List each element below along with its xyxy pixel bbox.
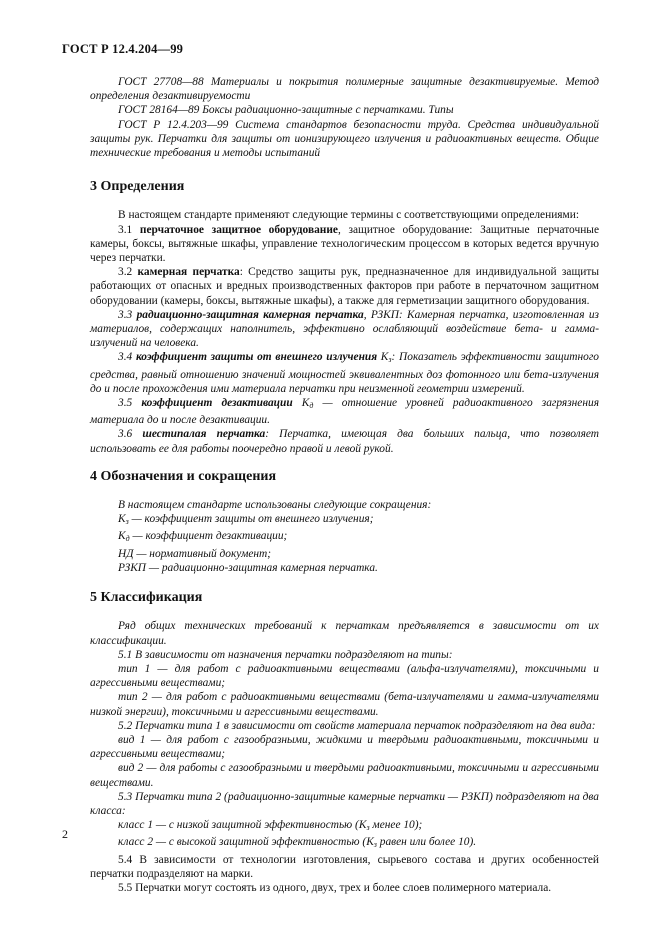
abbreviation-item: $K_д$ — коэффициент дезактивации; <box>118 530 288 544</box>
definition-3-3: 3.3 радиационно-защитная камерная перчатка, РЗКП: Камерная перчатка, изготовленная из материалов, содержащих наполнитель, эффективно ослабляющий воздействие бета- и гамма-излучений на человека. <box>90 308 599 350</box>
classification-paragraph: класс 2 — с высокой защитной эффективностью ($K_з$ равен или более 10). <box>118 836 477 850</box>
abbreviation-item: РЗКП — радиационно-защитная камерная перчатка. <box>118 561 378 574</box>
classification-paragraph: тип 1 — для работ с радиоактивными веществами (альфа-излучателями), токсичными и агрессивными веществами; <box>90 662 599 690</box>
page-content <box>90 75 599 895</box>
definition-3-5: 3.5 коэффициент дезактивации $K_д$ — отношение уровней радиоактивного загрязнения материала до и после дезактивации. <box>90 397 599 427</box>
reference-title: Боксы радиационно-защитные с перчатками. Типы <box>199 104 454 117</box>
definition-term: камерная перчатка <box>137 266 240 279</box>
section-intro: В настоящем стандарте применяют следующие термины с соответствующими определениями: <box>118 209 580 222</box>
reference-code: ГОСТ 28164—89 <box>118 104 200 117</box>
definition-term: коэффициент дезактивации <box>141 397 293 410</box>
classification-paragraph: 5.2 Перчатки типа 1 в зависимости от свойств материала перчаток подразделяют на два вида: <box>118 719 596 732</box>
definition-3-2: 3.2 камерная перчатка: Средство защиты рук, предназначенное для индивидуальной защиты работающих от опасных и вредных производственных факторов при работе в перчаточном защитном оборудовании (камеры, боксы, вытяжные шкафы), а также для герметизации защитного оборудования. <box>90 266 599 307</box>
reference-item <box>90 75 599 103</box>
classification-paragraph: 5.3 Перчатки типа 2 (радиационно-защитные камерные перчатки — РЗКП) подразделяют на два класса: <box>90 790 599 817</box>
reference-item <box>90 103 599 117</box>
classification-paragraph: класс 1 — с низкой защитной эффективностью ($K_з$ менее 10); <box>118 819 423 833</box>
definition-term: шестипалая перчатка <box>142 428 266 441</box>
reference-title: Материалы и покрытия полимерные защитные дезактивируемые. Метод определения дезактивируемости <box>90 76 599 103</box>
definition-term: радиационно-защитная камерная перчатка <box>136 308 364 321</box>
reference-title: Система стандартов безопасности труда. Средства индивидуальной защиты рук. Перчатки для защиты от ионизирующего излучения и радиоактивных веществ. Общие технические требования и методы испытаний <box>90 118 599 160</box>
classification-paragraph: 5.4 В зависимости от технологии изготовления, сырьевого состава и других особенностей перчатки подразделяют на марки. <box>90 853 599 880</box>
section-intro: В настоящем стандарте использованы следующие сокращения: <box>118 499 432 512</box>
definition-term: коэффициент защиты от внешнего излучения <box>135 351 378 364</box>
classification-paragraph: вид 2 — для работы с газообразными и твердыми радиоактивными, токсичными и агрессивными веществами. <box>90 762 599 789</box>
reference-item <box>90 118 599 161</box>
reference-code: ГОСТ Р 12.4.203—99 <box>118 118 229 131</box>
classification-paragraph: 5.1 В зависимости от назначения перчатки подразделяют на типы: <box>118 648 453 661</box>
definition-3-4: 3.4 коэффициент защиты от внешнего излучения $K_з$: Показатель эффективности защитного средства, равный отношению значений мощностей эквивалентных доз фотонного или бета-излучения до и после прохождения ими материала перчатки при неизменной геометрии измерений. <box>90 351 600 395</box>
classification-paragraph: тип 2 — для работ с радиоактивными веществами (бета-излучателями и гамма-излучателями низкой энергии), токсичными и агрессивными веществами. <box>90 691 599 718</box>
section-heading-abbreviations: 4 Обозначения и сокращения <box>90 468 277 484</box>
abbreviation-item: $K_з$ — коэффициент защиты от внешнего излучения; <box>118 513 374 527</box>
section-heading-definitions: 3 Определения <box>90 179 185 195</box>
definition-3-1: 3.1 перчаточное защитное оборудование, защитное оборудование: Защитные перчаточные камеры, боксы, вытяжные шкафы, управление технологическим процессом в которых ведется вручную через перчатки. <box>90 223 599 265</box>
document-header: ГОСТ Р 12.4.204—99 <box>62 42 184 56</box>
definition-3-6: 3.6 шестипалая перчатка: Перчатка, имеющая два больших пальца, что позволяет использовать ее для работы поочередно правой и левой рукой. <box>90 428 599 455</box>
classification-paragraph: вид 1 — для работ с газообразными, жидкими и твердыми радиоактивными, токсичными и агрессивными веществами; <box>90 733 599 761</box>
abbreviation-item: НД — нормативный документ; <box>118 547 272 560</box>
definition-term: перчаточное защитное оборудование <box>139 223 338 236</box>
classification-paragraph: Ряд общих технических требований к перчаткам предъявляется в зависимости от их классификации. <box>90 620 599 647</box>
page-number: 2 <box>62 827 68 841</box>
classification-paragraph: 5.5 Перчатки могут состоять из одного, двух, трех и более слоев полимерного материала. <box>118 881 552 894</box>
reference-code: ГОСТ 27708—88 <box>118 76 204 88</box>
section-heading-classification: 5 Классификация <box>90 590 203 606</box>
